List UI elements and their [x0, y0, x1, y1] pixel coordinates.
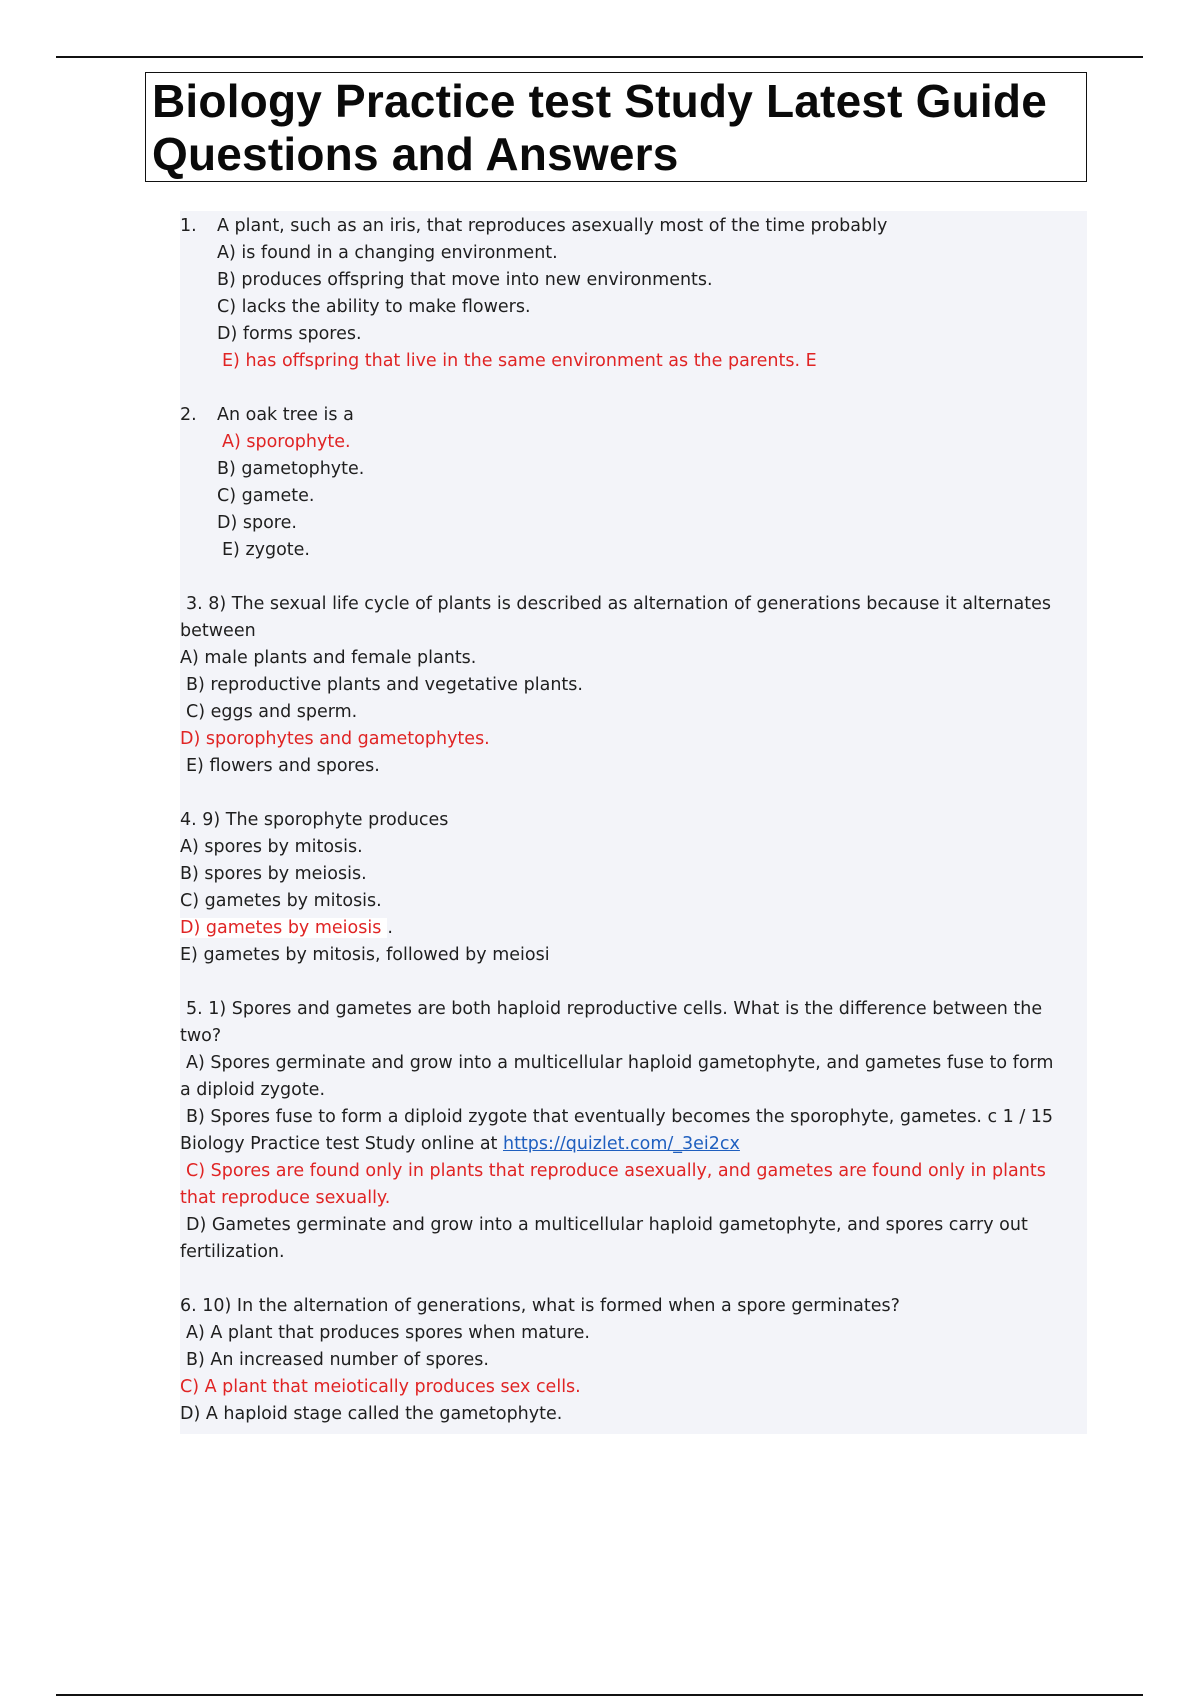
option-c: C) lacks the ability to make flowers.	[217, 297, 531, 317]
question-3	[180, 591, 1087, 780]
option-a-continued: a diploid zygote.	[180, 1080, 326, 1100]
document-title	[145, 72, 1087, 182]
option-a: A) Spores germinate and grow into a multicellular haploid gametophyte, and gametes fuse to form	[186, 1053, 1054, 1073]
option-c: C) eggs and sperm.	[186, 702, 358, 722]
option-c: C) gamete.	[217, 486, 315, 506]
correct-answer: C) A plant that meiotically produces sex cells.	[180, 1377, 581, 1397]
quizlet-link[interactable]: https://quizlet.com/_3ei2cx	[502, 1134, 740, 1154]
option-b: B) Spores fuse to form a diploid zygote that eventually becomes the sporophyte, gametes. c 1 / 15	[186, 1107, 1054, 1127]
question-stem: A plant, such as an iris, that reproduces asexually most of the time probably	[217, 216, 888, 236]
question-5	[180, 996, 1087, 1266]
option-d-continued: fertilization.	[180, 1242, 285, 1262]
option-e: E) flowers and spores.	[186, 756, 380, 776]
option-b: B) gametophyte.	[217, 459, 365, 479]
correct-answer: D) gametes by meiosis	[180, 918, 387, 938]
option-d: D) spore.	[217, 513, 297, 533]
question-panel	[180, 211, 1087, 1434]
bottom-rule	[56, 1694, 1143, 1696]
top-rule	[56, 56, 1143, 58]
question-stem-continued: between	[180, 621, 256, 641]
correct-answer-continued: that reproduce sexually.	[180, 1188, 391, 1208]
title-line-1: Biology Practice test Study Latest Guide	[152, 75, 1047, 127]
option-b: B) produces offspring that move into new environments.	[217, 270, 713, 290]
option-e: E) gametes by mitosis, followed by meiosi	[180, 945, 550, 965]
option-a: A) spores by mitosis.	[180, 837, 363, 857]
option-c: C) gametes by mitosis.	[180, 891, 382, 911]
question-stem-continued: two?	[180, 1026, 222, 1046]
option-b: B) An increased number of spores.	[186, 1350, 489, 1370]
question-6	[180, 1293, 1087, 1428]
question-stem: 4. 9) The sporophyte produces	[180, 810, 449, 830]
question-1	[180, 213, 1087, 375]
option-a: A) A plant that produces spores when mature.	[186, 1323, 590, 1343]
correct-answer: E) has offspring that live in the same environment as the parents. E	[222, 351, 817, 371]
question-number: 1.	[180, 216, 197, 236]
correct-answer: A) sporophyte.	[222, 432, 351, 452]
question-stem: 6. 10) In the alternation of generations, what is formed when a spore germinates?	[180, 1296, 900, 1316]
question-stem: An oak tree is a	[217, 405, 354, 425]
option-b: B) reproductive plants and vegetative plants.	[186, 675, 583, 695]
question-2	[180, 402, 1087, 564]
option-d: D) Gametes germinate and grow into a multicellular haploid gametophyte, and spores carry out	[186, 1215, 1028, 1235]
title-line-2: Questions and Answers	[152, 128, 679, 180]
question-number: 2.	[180, 405, 197, 425]
option-d: D) forms spores.	[217, 324, 362, 344]
correct-answer: D) sporophytes and gametophytes.	[180, 729, 490, 749]
option-b: B) spores by meiosis.	[180, 864, 367, 884]
question-4	[180, 807, 1087, 969]
option-a: A) is found in a changing environment.	[217, 243, 558, 263]
answer-period: .	[387, 918, 393, 938]
option-d: D) A haploid stage called the gametophyte.	[180, 1404, 563, 1424]
question-stem: 3. 8) The sexual life cycle of plants is described as alternation of generations because it alternates	[186, 594, 1051, 614]
option-e: E) zygote.	[222, 540, 310, 560]
correct-answer: C) Spores are found only in plants that reproduce asexually, and gametes are found only in plants	[186, 1161, 1046, 1181]
page-footer-text: Biology Practice test Study online at	[180, 1134, 503, 1154]
question-stem: 5. 1) Spores and gametes are both haploid reproductive cells. What is the difference between the	[186, 999, 1043, 1019]
option-a: A) male plants and female plants.	[180, 648, 477, 668]
